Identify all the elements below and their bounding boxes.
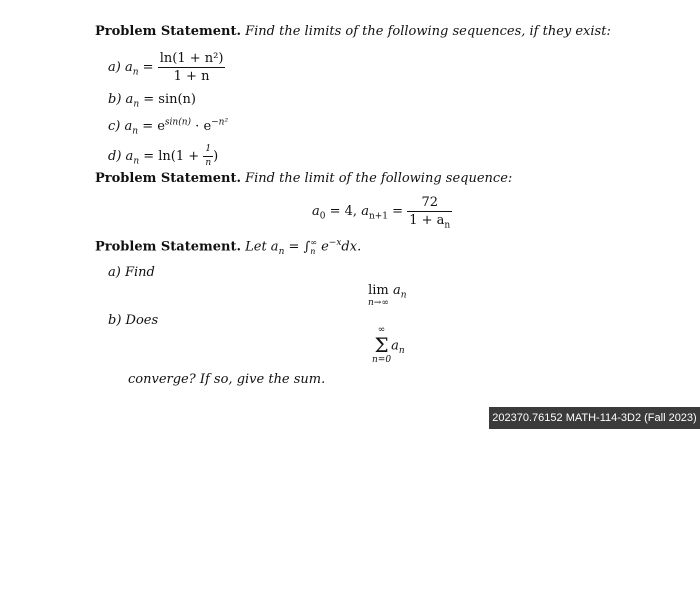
recurrence-denominator: [407, 212, 452, 231]
p3-item-a-label: a): [108, 265, 121, 280]
recurrence-den-pre: 1 + a: [409, 213, 445, 228]
item-c-dot-e: · e: [191, 119, 212, 134]
integral-exponent: −x: [328, 238, 342, 249]
recurrence-an1: a: [361, 204, 369, 219]
problem-1-item-c: [108, 117, 229, 137]
item-a-sub: n: [132, 67, 139, 78]
problem-2-text: Find the limit of the following sequence:: [245, 171, 513, 186]
item-a-numerator: ln(1 + n²): [159, 51, 224, 66]
item-c-label: c): [108, 119, 121, 134]
recurrence-a0: a: [312, 204, 320, 219]
problem-1-text: Find the limits of the following sequences, if they exist:: [245, 24, 611, 39]
item-b-lhs: a: [125, 92, 134, 107]
problem-1-item-d: [108, 145, 218, 168]
p3-item-b-label: b): [108, 313, 122, 328]
item-d-denominator: n: [205, 158, 212, 168]
item-b-label: b): [108, 92, 122, 107]
item-b-sub: n: [133, 99, 140, 110]
p3-item-a-text: Find: [124, 265, 155, 280]
limit-word: lim: [368, 283, 389, 298]
series-a: a: [391, 338, 399, 354]
item-a-label: a): [108, 60, 121, 75]
recurrence-eq: =: [388, 204, 408, 219]
problem-3-text-pre: Let a: [245, 239, 279, 255]
problem-3-text-sub: n: [278, 247, 285, 258]
problem-3-heading: Problem Statement.: [95, 239, 241, 255]
item-b-rhs: = sin(n): [143, 92, 196, 107]
integral-body: e: [316, 239, 329, 255]
problem-2-line: [95, 172, 512, 185]
item-d-label: d): [108, 149, 122, 164]
item-a-fraction: [158, 52, 226, 83]
problem-1-item-b: [108, 92, 196, 110]
problem-1-heading: Problem Statement.: [95, 24, 241, 39]
series-lower: n=0: [372, 355, 392, 365]
integral-dx: dx.: [341, 239, 362, 255]
recurrence-numerator: 72: [407, 196, 452, 212]
item-d-numerator: 1: [203, 145, 213, 157]
p3-item-b-text: Does: [125, 313, 159, 328]
item-a-lhs: a: [124, 60, 133, 75]
limit-a-sub: n: [400, 290, 407, 301]
series-upper: ∞: [377, 325, 386, 335]
item-d-fraction: [203, 145, 213, 168]
item-c-exp2: −n²: [211, 117, 229, 128]
problem-3-item-a: [108, 266, 155, 279]
problem-3-integral-limits: [310, 238, 317, 256]
sigma-symbol: Σ: [374, 333, 389, 357]
recurrence-a0-sub: 0: [319, 211, 326, 222]
integral-upper: ∞: [310, 238, 317, 247]
item-d-pre: = ln(1 +: [143, 149, 204, 164]
series-a-sub: n: [398, 346, 405, 357]
problem-1-line: [95, 25, 611, 38]
recurrence-den-sub: n: [444, 220, 451, 231]
limit-expression: [368, 283, 407, 308]
problem-2-heading: Problem Statement.: [95, 171, 241, 186]
problem-1-item-a: [108, 52, 225, 83]
item-c-lhs: a: [124, 119, 133, 134]
problem-3-integral-sign: = ∫: [284, 239, 311, 255]
problem-3-closing: converge? If so, give the sum.: [128, 372, 326, 387]
recurrence-an1-sub: n+1: [368, 211, 389, 222]
problem-2-recurrence: [312, 195, 452, 231]
item-a-eq: =: [142, 60, 154, 75]
item-d-lhs: a: [125, 149, 134, 164]
limit-a: a: [392, 283, 401, 298]
recurrence-a0-value: = 4,: [325, 204, 358, 219]
limit-subscript: n→∞: [368, 298, 389, 308]
item-c-e: = e: [142, 119, 165, 134]
item-a-denominator: 1 + n: [173, 69, 210, 84]
problem-3-item-b: [108, 314, 158, 327]
item-d-post: ): [213, 149, 219, 164]
recurrence-fraction: [407, 195, 452, 231]
problem-3-line: [95, 238, 361, 256]
course-banner: 202370.76152 MATH-114-3D2 (Fall 2023): [489, 407, 700, 429]
integral-lower: n: [310, 247, 316, 256]
item-c-exp1: sin(n): [164, 117, 192, 128]
series-expression: [372, 326, 405, 366]
item-d-sub: n: [133, 156, 140, 167]
item-c-sub: n: [132, 126, 139, 137]
